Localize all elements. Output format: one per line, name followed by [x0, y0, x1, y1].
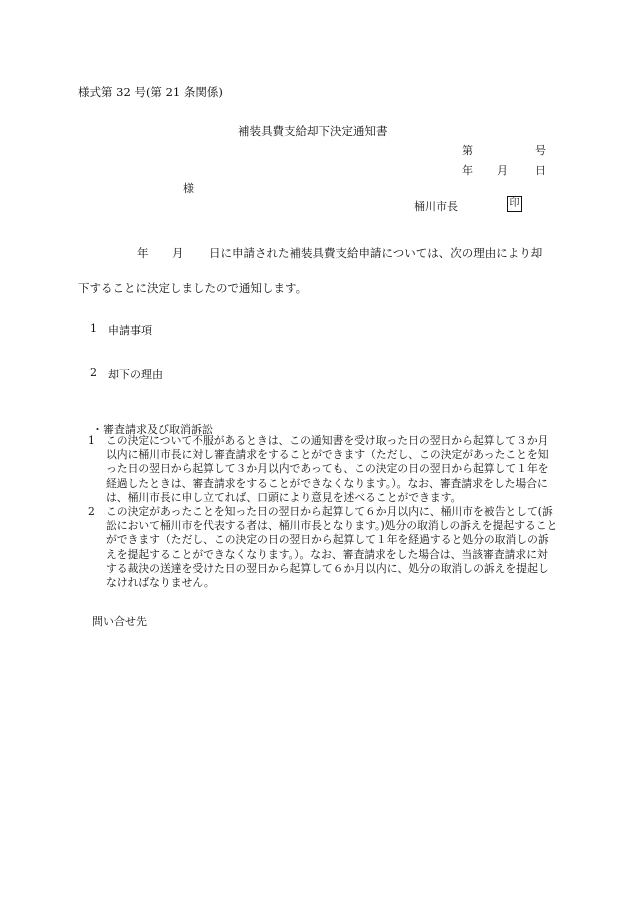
- section-label-reason: 却下の理由: [108, 368, 163, 381]
- form-number: 様式第 32 号(第 21 条関係): [78, 85, 223, 99]
- notice-item-number: 2: [88, 505, 95, 519]
- addressee-suffix: 様: [183, 182, 194, 195]
- notice-item-text: この決定があったことを知った日の翌日から起算して６か月以内に、桶川市を被告として(訴訟において桶川市を代表する者は、桶川市長となります。)処分の取消しの訴えを提起することができます（ただし、この決定の日の翌日から起算して１年を経過すると処分の取消しの訴えを提起することができなくなります。）。なお、審査請求をした場合は、当該審査請求に対する裁決の送達を受けた日の翌日から起算して６か月以内に、処分の取消しの訴えを提起しなければなりません。: [106, 505, 558, 590]
- document-title: 補装具費支給却下決定通知書: [238, 124, 388, 138]
- section-number: 1: [90, 322, 97, 335]
- notice-item-text: この決定について不服があるときは、この通知書を受け取った日の翌日から起算して３か月以内に桶川市長に対し審査請求をすることができます（ただし、この決定があったことを知った日の翌日から起算して３か月以内であっても、この決定の日の翌日から起算して１年を経過したときは、審査請求をすることができなくなります。）。なお、審査請求をした場合には、桶川市長に申し立てれば、口頭により意見を述べることができます。: [106, 434, 549, 504]
- notice-item: [88, 434, 558, 505]
- ref-number-prefix: 第: [462, 144, 473, 157]
- body-year-label: 年: [137, 246, 149, 260]
- sender-name: 桶川市長: [414, 200, 458, 213]
- body-sentence-line2: 下することに決定しましたので通知します。: [78, 281, 308, 295]
- section-label-application: 申請事項: [108, 324, 152, 337]
- notice-item: [88, 505, 558, 590]
- seal-mark: 印: [507, 196, 522, 212]
- date-day-label: 日: [535, 164, 546, 177]
- body-month-label: 月: [172, 246, 184, 260]
- ref-number-suffix: 号: [535, 144, 546, 157]
- section-number: 2: [90, 366, 97, 379]
- review-notice-body: [88, 434, 558, 590]
- body-sentence-line1: 日に申請された補装具費支給申請については、次の理由により却: [209, 246, 543, 260]
- notice-item-number: 1: [88, 434, 95, 447]
- date-month-label: 月: [497, 164, 508, 177]
- review-notice-heading: ・審査請求及び取消訴訟: [92, 423, 213, 436]
- date-year-label: 年: [462, 164, 473, 177]
- contact-label: 問い合せ先: [92, 615, 147, 628]
